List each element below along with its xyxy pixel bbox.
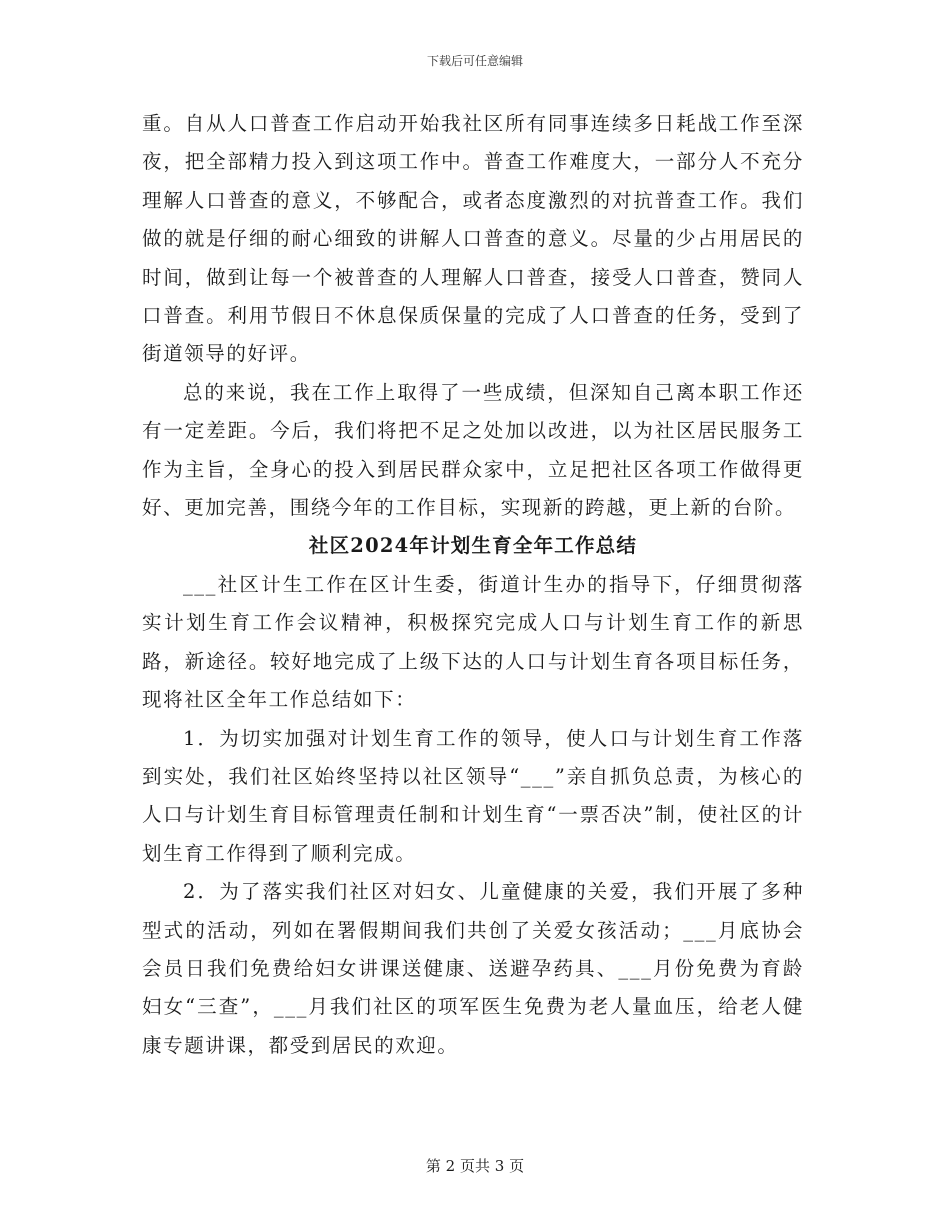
paragraph-item-2: 2．为了落实我们社区对妇女、儿童健康的关爱，我们开展了多种型式的活动，列如在署假期间我们共创了关爱女孩活动；___月底协会会员日我们免费给妇女讲课送健康、送避孕药具、___月份免费为育龄妇女“三查”，___月我们社区的项军医生免费为老人量血压，给老人健康专题讲课，都受到居民的欢迎。 bbox=[142, 880, 804, 1057]
section-title: 社区2024年计划生育全年工作总结 bbox=[308, 534, 638, 558]
paragraph-summary: 总的来说，我在工作上取得了一些成绩，但深知自己离本职工作还有一定差距。今后，我们将把不足之处加以改进，以为社区居民服务工作为主旨，全身心的投入到居民群众家中，立足把社区各项工作做得更好、更加完善，围绕今年的工作目标，实现新的跨越，更上新的台阶。 bbox=[142, 380, 804, 520]
paragraph-item-1: 1．为切实加强对计划生育工作的领导，使人口与计划生育工作落到实处，我们社区始终坚持以社区领导“___”亲自抓负总责，为核心的人口与计划生育目标管理责任制和计划生育“一票否决”制，使社区的计划生育工作得到了顺利完成。 bbox=[142, 726, 804, 865]
paragraph-continuation: 重。自从人口普查工作启动开始我社区所有同事连续多日耗战工作至深夜，把全部精力投入到这项工作中。普查工作难度大，一部分人不充分理解人口普查的意义，不够配合，或者态度激烈的对抗普查工作。我们做的就是仔细的耐心细致的讲解人口普查的意义。尽量的少占用居民的时间，做到让每一个被普查的人理解人口普查，接受人口普查，赞同人口普查。利用节假日不休息保质保量的完成了人口普查的任务，受到了街道领导的好评。 bbox=[142, 112, 804, 366]
document-body bbox=[142, 105, 804, 1065]
paragraph-intro: ___社区计生工作在区计生委，街道计生办的指导下，仔细贯彻落实计划生育工作会议精神，积极探究完成人口与计划生育工作的新思路，新途径。较好地完成了上级下达的人口与计划生育各项目标任务，现将社区全年工作总结如下： bbox=[142, 572, 804, 712]
page-header: 下载后可任意编辑 bbox=[426, 54, 523, 68]
page-footer: 第 2 页共 3 页 bbox=[425, 1157, 525, 1175]
